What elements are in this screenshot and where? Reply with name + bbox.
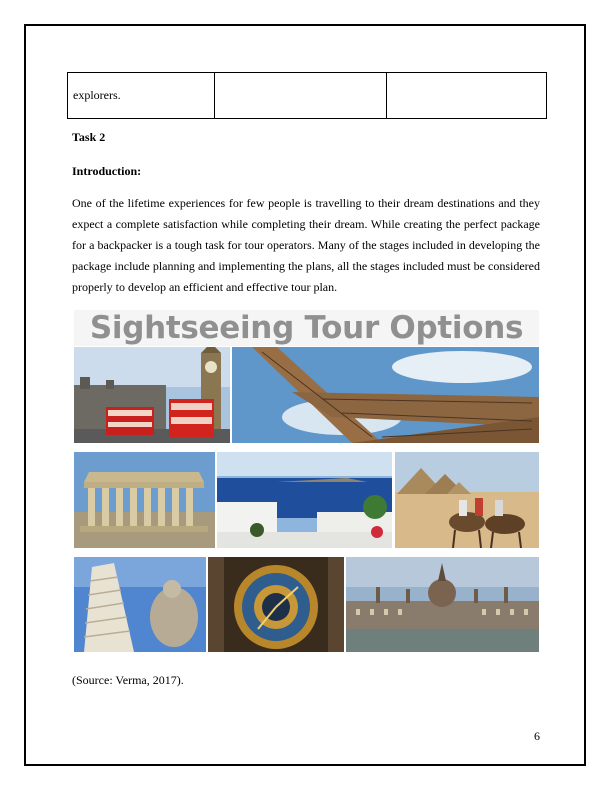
eiffel-tower-photo xyxy=(232,347,539,443)
pyramids-photo xyxy=(395,452,539,548)
table-row xyxy=(68,73,547,119)
table-cell xyxy=(215,73,387,119)
source-caption: (Source: Verma, 2017). xyxy=(72,673,184,687)
continued-table xyxy=(67,72,547,119)
collage-title: Sightseeing Tour Options xyxy=(74,310,539,346)
table-cell xyxy=(387,73,547,119)
parthenon-photo xyxy=(74,452,215,548)
sightseeing-collage-image xyxy=(74,310,539,652)
london-photo xyxy=(74,347,230,443)
table-cell: explorers. xyxy=(68,73,215,119)
task-heading: Task 2 xyxy=(72,130,106,144)
budapest-parliament-photo xyxy=(346,557,539,652)
introduction-paragraph: One of the lifetime experiences for few people is travelling to their dream destinations and they expect a complete satisfaction while completing their dream. While creating the perfect package for a backpacker is a tough task for tour operators. Many of the stages included in developing the package include planning and implementing the plans, all the stages included must be considered properly to develop an efficient and effective tour plan. xyxy=(72,196,540,294)
page-number: 6 xyxy=(534,729,540,743)
santorini-photo xyxy=(217,452,392,548)
astronomical-clock-photo xyxy=(208,557,344,652)
leaning-tower-of-pisa-photo xyxy=(74,557,206,652)
introduction-heading: Introduction: xyxy=(72,164,142,178)
